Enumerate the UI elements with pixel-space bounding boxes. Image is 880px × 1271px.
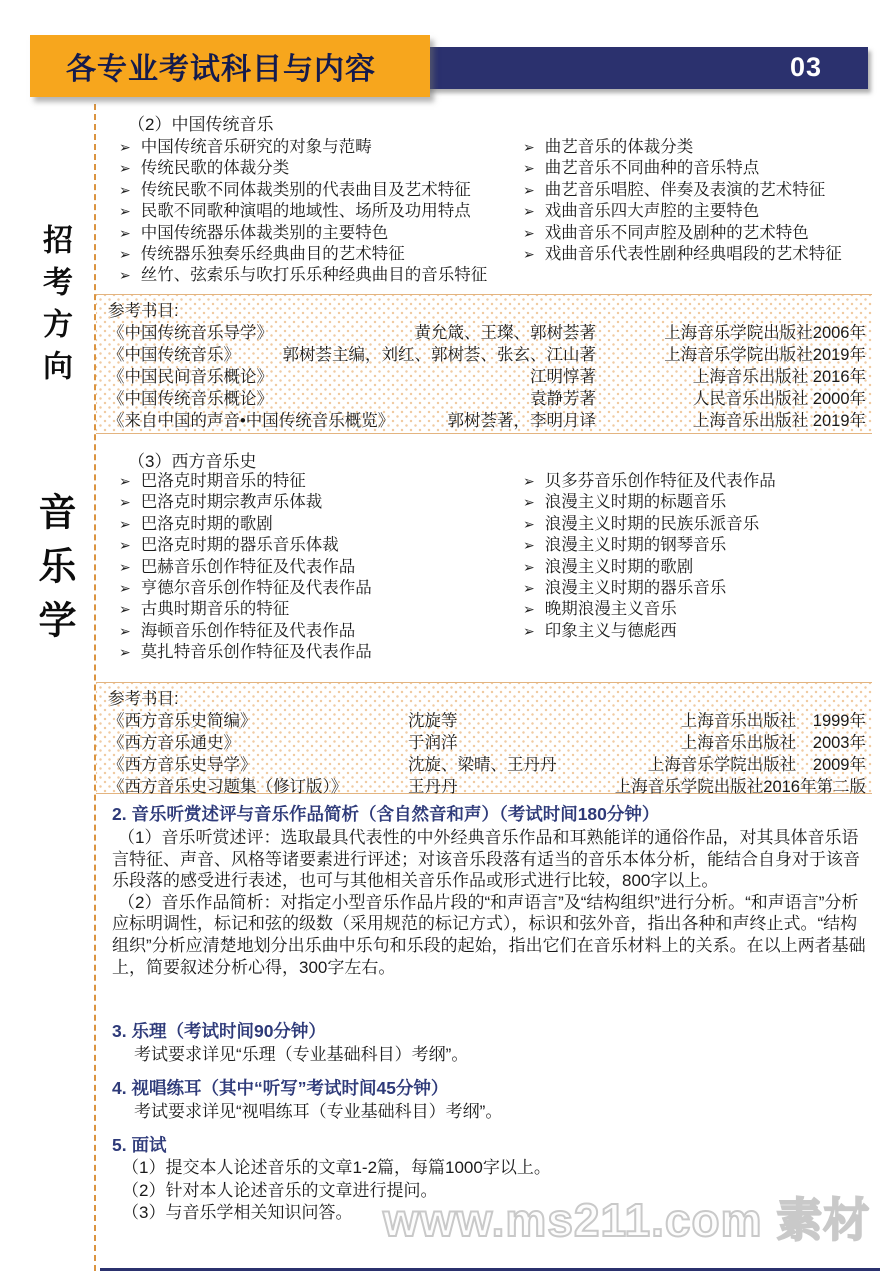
list-item-label: 中国传统音乐研究的对象与范畴: [140, 138, 372, 156]
page-number: 03: [789, 52, 822, 82]
topic-list-right: [516, 471, 876, 664]
list-item-label: 浪漫主义时期的民族乐派音乐: [544, 514, 760, 533]
list-item: [112, 599, 516, 620]
book-author: 黄允箴、王璨、郭树荟著: [414, 324, 596, 342]
list-item-label: 印象主义与德彪西: [544, 621, 677, 640]
reference-books-chinese-traditional: [96, 294, 872, 434]
list-item-label: 亨德尔音乐创作特征及代表作品: [140, 579, 372, 598]
list-item-label: 传统民歌的体裁分类: [140, 159, 290, 178]
book-title: 《西方音乐通史》: [108, 734, 240, 752]
book-publisher: 上海音乐出版社 2016年: [692, 368, 866, 386]
arrow-bullet-icon: ➢: [119, 139, 131, 155]
arrow-bullet-icon: ➢: [119, 181, 131, 198]
chinese-traditional-topic-lists: [112, 137, 876, 287]
book-publisher: 上海音乐学院出版社2019年: [664, 346, 866, 364]
list-item-label: 巴洛克时期的器乐音乐体裁: [140, 536, 339, 555]
book-publisher: 上海音乐出版社 2019年: [692, 412, 866, 430]
list-item: [112, 578, 516, 599]
exam-section-heading: 2. 音乐听赏述评与音乐作品简析（含自然音和声）（考试时间180分钟）: [112, 804, 660, 824]
western-music-topic-lists: [112, 471, 876, 664]
arrow-bullet-icon: ➢: [523, 473, 535, 489]
arrow-bullet-icon: ➢: [523, 246, 535, 263]
arrow-bullet-icon: ➢: [523, 515, 535, 532]
exam-paragraph: （1）音乐听赏述评：选取最具代表性的中外经典音乐作品和耳熟能详的通俗作品，对其具体音乐语言特征、声音、风格等诸要素进行评述；对该音乐段落有适当的音乐本体分析，能结合自身对于该音乐段落的感受进行表述，也可与其他相关音乐作品或形式进行比较，800字以上。: [112, 828, 860, 891]
topic-list-left: [112, 471, 516, 664]
header-title-banner: [30, 35, 430, 97]
arrow-bullet-icon: ➢: [119, 580, 131, 597]
list-item: [112, 492, 516, 513]
list-item-label: 曲艺音乐不同曲种的音乐特点: [544, 159, 760, 178]
list-item: [516, 180, 876, 201]
arrow-bullet-icon: ➢: [119, 601, 131, 618]
exam-section-music-theory: [112, 1020, 870, 1066]
list-item: [516, 578, 876, 599]
book-publisher: 人民音乐出版社 2000年: [692, 390, 866, 408]
watermark-text: www.ms211.com 素材: [383, 1194, 871, 1246]
page-title: 各专业考试科目与内容: [66, 53, 376, 86]
list-item: [516, 158, 876, 179]
book-title: 《西方音乐史导学》: [108, 756, 257, 774]
list-item: [112, 535, 516, 556]
list-item: [112, 137, 516, 158]
book-author: 袁静芳著: [530, 390, 596, 408]
arrow-bullet-icon: ➢: [523, 537, 535, 554]
exam-paragraph: （2）音乐作品简析：对指定小型音乐作品片段的“和声语言”及“结构组织”进行分析。“和声语言”分析应标明调性，标记和弦的级数（采用规范的标记方式），标识和弦外音，指出各种和声终止式。“结构组织”分析应清楚地划分出乐曲中乐句和乐段的起始，指出它们在音乐材料上的关系。在以上两者基础上，简要叙述分析心得，300字左右。: [112, 892, 866, 977]
book-author: 沈旋、梁晴、王丹丹: [408, 756, 557, 774]
list-item-label: 曲艺音乐的体裁分类: [544, 138, 694, 156]
topic-list-left: [112, 137, 516, 287]
list-item: [112, 642, 516, 663]
book-row: [108, 754, 866, 776]
list-item-label: 莫扎特音乐创作特征及代表作品: [140, 643, 372, 662]
book-publisher: 上海音乐学院出版社2016年第二版: [614, 778, 866, 796]
arrow-bullet-icon: ➢: [523, 160, 535, 177]
list-item-label: 贝多芬音乐创作特征及代表作品: [544, 472, 776, 490]
arrow-bullet-icon: ➢: [119, 537, 131, 554]
arrow-bullet-icon: ➢: [119, 246, 131, 263]
book-title: 《中国传统音乐》: [108, 346, 240, 364]
arrow-bullet-icon: ➢: [119, 224, 131, 241]
list-item: [112, 557, 516, 578]
arrow-bullet-icon: ➢: [523, 224, 535, 241]
arrow-bullet-icon: ➢: [119, 644, 131, 661]
book-title: 《中国传统音乐导学》: [108, 324, 273, 342]
arrow-bullet-icon: ➢: [523, 203, 535, 220]
list-item: [516, 599, 876, 620]
arrow-bullet-icon: ➢: [523, 622, 535, 639]
exam-paragraph: （1）提交本人论述音乐的文章1-2篇，每篇1000字以上。: [122, 1158, 551, 1177]
book-title: 《中国民间音乐概论》: [108, 368, 273, 386]
list-item-label: 晚期浪漫主义音乐: [544, 600, 677, 619]
list-item: [516, 244, 876, 265]
book-author: 沈旋等: [408, 712, 458, 730]
list-item-label: 浪漫主义时期的钢琴音乐: [544, 536, 727, 555]
arrow-bullet-icon: ➢: [119, 160, 131, 177]
arrow-bullet-icon: ➢: [119, 622, 131, 639]
book-row: [108, 366, 866, 388]
book-row: [108, 322, 866, 344]
list-item-label: 曲艺音乐唱腔、伴奏及表演的艺术特征: [544, 180, 826, 199]
list-item-label: 戏曲音乐代表性剧种经典唱段的艺术特征: [544, 245, 842, 264]
arrow-bullet-icon: ➢: [523, 139, 535, 155]
exam-paragraph: （2）针对本人论述音乐的文章进行提问。: [122, 1180, 438, 1200]
list-item-label: 巴洛克时期宗教声乐体裁: [140, 493, 323, 512]
book-row: [108, 344, 866, 366]
section-title-chinese-traditional-music: （2）中国传统音乐: [128, 115, 274, 134]
book-title: 《中国传统音乐概论》: [108, 390, 273, 408]
exam-section-heading: 4. 视唱练耳（其中“听写”考试时间45分钟）: [112, 1078, 449, 1098]
arrow-bullet-icon: ➢: [119, 473, 131, 489]
arrow-bullet-icon: ➢: [523, 494, 535, 511]
list-item: [112, 471, 516, 492]
book-author: 郭树荟主编，刘红、郭树荟、张玄、江山著: [282, 346, 596, 364]
list-item-label: 戏曲音乐四大声腔的主要特色: [544, 202, 760, 221]
list-item: [516, 223, 876, 244]
list-item: [516, 492, 876, 513]
list-item: [516, 137, 876, 158]
list-item: [112, 180, 516, 201]
book-title: 《西方音乐史习题集（修订版）》: [108, 778, 348, 796]
arrow-bullet-icon: ➢: [119, 558, 131, 575]
list-item-label: 浪漫主义时期的器乐音乐: [544, 579, 727, 598]
list-item: [516, 557, 876, 578]
arrow-bullet-icon: ➢: [119, 267, 131, 284]
list-item: [516, 471, 876, 492]
list-item-label: 海顿音乐创作特征及代表作品: [140, 621, 356, 640]
book-publisher: 上海音乐出版社 2003年: [680, 734, 866, 752]
exam-section-heading: 3. 乐理（考试时间90分钟）: [112, 1021, 326, 1041]
book-row: [108, 410, 866, 432]
arrow-bullet-icon: ➢: [523, 580, 535, 597]
book-row: [108, 710, 866, 732]
book-publisher: 上海音乐出版社 1999年: [680, 712, 866, 730]
list-item: [516, 621, 876, 642]
list-item-label: 巴洛克时期音乐的特征: [140, 472, 306, 490]
section-title-western-music-history: （3）西方音乐史: [128, 452, 257, 471]
exam-section-sight-singing: [112, 1077, 870, 1123]
reference-books-western-history: [96, 682, 872, 794]
list-item-label: 浪漫主义时期的标题音乐: [544, 493, 727, 512]
arrow-bullet-icon: ➢: [119, 515, 131, 532]
book-title: 《西方音乐史简编》: [108, 712, 257, 730]
topic-list-right: [516, 137, 876, 287]
book-publisher: 上海音乐学院出版社2006年: [664, 324, 866, 342]
list-item: [112, 514, 516, 535]
exam-section-heading: 5. 面试: [112, 1135, 167, 1155]
arrow-bullet-icon: ➢: [119, 494, 131, 511]
list-item-label: 戏曲音乐不同声腔及剧种的艺术特色: [544, 223, 809, 242]
list-item: [112, 621, 516, 642]
list-item: [112, 265, 516, 286]
book-author: 王丹丹: [408, 778, 458, 796]
exam-paragraph: 考试要求详见“视唱练耳（专业基础科目）考纲”。: [134, 1102, 503, 1121]
sidebar-label-recruit-direction: 招考方向: [38, 224, 71, 392]
list-item-label: 古典时期音乐的特征: [140, 600, 290, 619]
list-item-label: 中国传统器乐体裁类别的主要特色: [140, 223, 389, 242]
book-author: 江明惇著: [530, 368, 596, 386]
list-item-label: 巴赫音乐创作特征及代表作品: [140, 557, 356, 576]
reference-label: 参考书目:: [108, 302, 179, 320]
list-item: [112, 244, 516, 265]
list-item-label: 传统器乐独奏乐经典曲目的艺术特征: [140, 245, 405, 264]
list-item-label: 传统民歌不同体裁类别的代表曲目及艺术特征: [140, 180, 471, 199]
list-item: [112, 158, 516, 179]
exam-section-interview: [112, 1134, 870, 1225]
list-item: [516, 201, 876, 222]
exam-paragraph: （3）与音乐学相关知识问答。: [122, 1203, 353, 1222]
list-item-label: 浪漫主义时期的歌剧: [544, 557, 694, 576]
book-row: [108, 732, 866, 754]
exam-section-listening-review: [112, 803, 870, 978]
book-publisher: 上海音乐学院出版社 2009年: [647, 756, 866, 774]
arrow-bullet-icon: ➢: [119, 203, 131, 220]
list-item: [112, 201, 516, 222]
arrow-bullet-icon: ➢: [523, 558, 535, 575]
book-title: 《来自中国的声音•中国传统音乐概览》: [108, 412, 395, 430]
book-author: 郭树荟著，李明月译: [447, 412, 596, 430]
list-item-label: 民歌不同歌种演唱的地域性、场所及功用特点: [140, 202, 471, 221]
reference-label: 参考书目:: [108, 690, 179, 708]
arrow-bullet-icon: ➢: [523, 181, 535, 198]
exam-paragraph: 考试要求详见“乐理（专业基础科目）考纲”。: [134, 1045, 469, 1064]
list-item: [516, 514, 876, 535]
list-item: [516, 535, 876, 556]
book-row: [108, 388, 866, 410]
list-item-label: 巴洛克时期的歌剧: [140, 514, 273, 533]
book-row: [108, 776, 866, 798]
sidebar-label-musicology: 音乐学: [32, 492, 74, 654]
book-author: 于润洋: [408, 734, 458, 752]
list-item-label: 丝竹、弦索乐与吹打乐乐种经典曲目的音乐特征: [140, 266, 488, 285]
arrow-bullet-icon: ➢: [523, 601, 535, 618]
list-item: [112, 223, 516, 244]
